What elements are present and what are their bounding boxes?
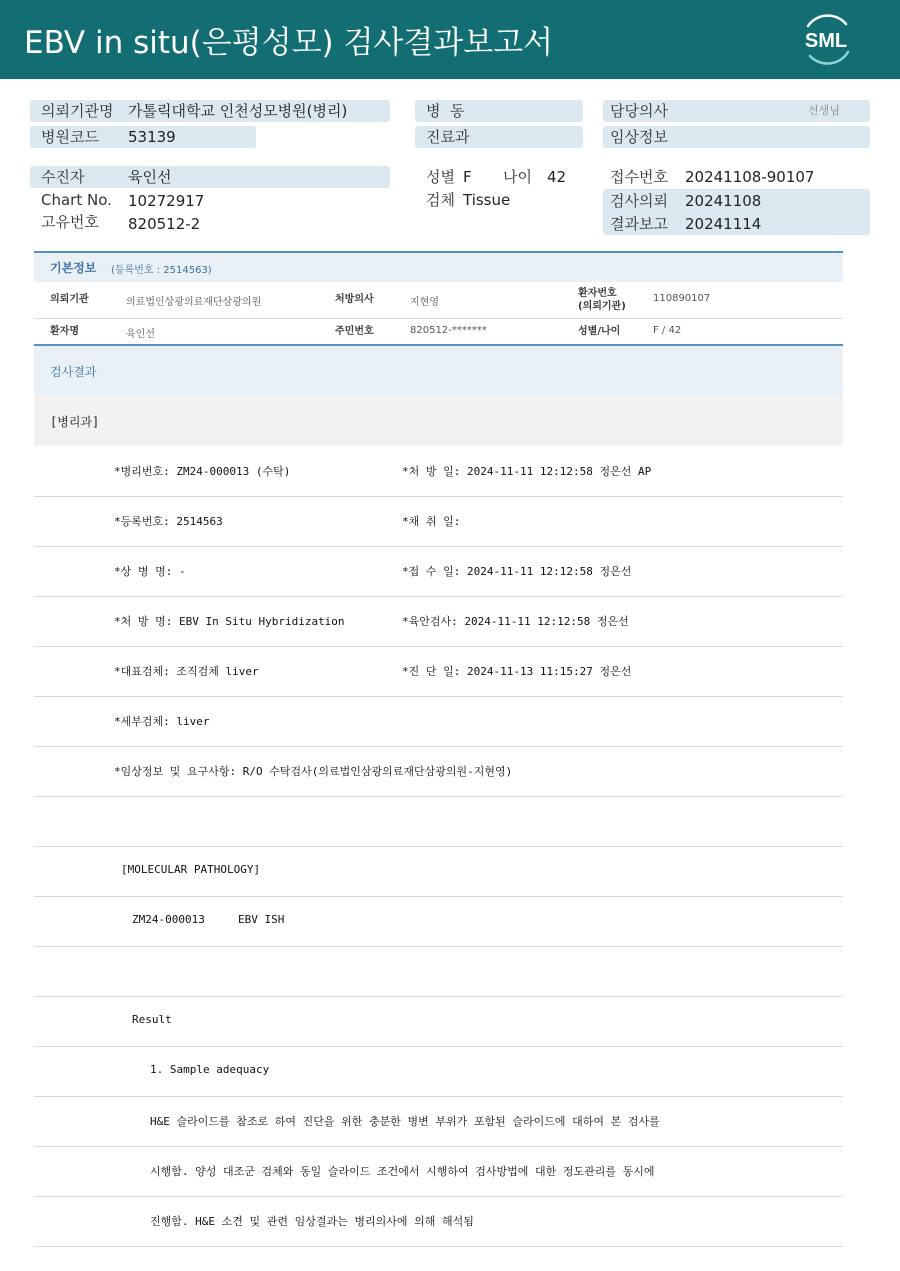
result-row-right: *접 수 일: 2024-11-11 12:12:58 정은선 bbox=[402, 565, 632, 578]
report-label: 결과보고 bbox=[610, 215, 668, 233]
sex-label: 성별 bbox=[426, 168, 455, 186]
results-title: 검사결과 bbox=[50, 365, 97, 379]
doctor-label: 담당의사 bbox=[610, 102, 668, 120]
name-value: 육인선 bbox=[126, 329, 155, 340]
rrn-label: 주민번호 bbox=[335, 326, 374, 337]
requester-label: 의뢰기관명 bbox=[41, 102, 114, 120]
result-row-left: *임상정보 및 요구사항: R/O 수탁검사(의료법인삼광의료재단삼광의원-지현영) bbox=[114, 765, 513, 778]
report-title: EBV in situ(은평성모) 검사결과보고서 bbox=[24, 25, 554, 61]
row-divider bbox=[34, 846, 843, 847]
item-sample-adequacy: 1. Sample adequacy bbox=[150, 1063, 270, 1076]
result-row-left: *병리번호: ZM24-000013 (수탁) bbox=[114, 465, 291, 478]
age-label: 나이 bbox=[503, 168, 532, 186]
age-value: 42 bbox=[547, 168, 567, 186]
results-title-row bbox=[34, 346, 843, 396]
row-divider bbox=[34, 546, 843, 547]
logo-text: SML bbox=[804, 30, 848, 52]
doctor-suffix: 선생님 bbox=[808, 104, 840, 117]
unique-value: 820512-2 bbox=[128, 215, 201, 233]
receipt-value: 20241108-90107 bbox=[685, 168, 815, 186]
result-row-right: *진 단 일: 2024-11-13 11:15:27 정은선 bbox=[402, 665, 632, 678]
paragraph-line-3: 진행함. H&E 소견 및 관련 임상결과는 병리의사에 의해 해석됨 bbox=[150, 1215, 474, 1228]
result-label: Result bbox=[132, 1013, 172, 1026]
result-row-right: *처 방 일: 2024-11-11 12:12:58 정은선 AP bbox=[402, 465, 652, 478]
request-value: 20241108 bbox=[685, 192, 762, 210]
rrn-value: 820512-******* bbox=[410, 325, 487, 336]
hospital-code-value: 53139 bbox=[128, 128, 176, 146]
basic-info-divider bbox=[34, 318, 843, 319]
row-divider bbox=[34, 1146, 843, 1147]
dept-name: [병리과] bbox=[50, 415, 100, 429]
row-divider bbox=[34, 1096, 843, 1097]
basic-info-title: 기본정보 bbox=[50, 261, 97, 275]
report-value: 20241114 bbox=[685, 215, 762, 233]
row-divider bbox=[34, 1046, 843, 1047]
row-divider bbox=[34, 896, 843, 897]
name-label: 환자명 bbox=[50, 326, 79, 337]
hospital-code-label: 병원코드 bbox=[41, 128, 99, 146]
sexage-value: F / 42 bbox=[653, 325, 682, 336]
sex-value: F bbox=[463, 168, 472, 186]
dept-label: 진료과 bbox=[426, 128, 470, 146]
specimen-label: 검체 bbox=[426, 191, 455, 209]
result-row-left: *처 방 명: EBV In Situ Hybridization bbox=[114, 615, 345, 628]
patient-value: 육인선 bbox=[128, 168, 172, 186]
chart-value: 10272917 bbox=[128, 192, 205, 210]
result-row-left: *세부검체: liver bbox=[114, 715, 210, 728]
row-divider bbox=[34, 696, 843, 697]
basic-info-title-row bbox=[34, 253, 843, 282]
dept-row bbox=[34, 396, 843, 446]
mp-header: [MOLECULAR PATHOLOGY] bbox=[121, 863, 261, 876]
row-divider bbox=[34, 946, 843, 947]
paragraph-line-1: H&E 슬라이드를 참조로 하여 진단을 위한 충분한 병변 부위가 포함된 슬라이드에 대하여 본 검사를 bbox=[150, 1115, 660, 1128]
row-divider bbox=[34, 646, 843, 647]
row-divider bbox=[34, 1246, 843, 1247]
sexage-label: 성별/나이 bbox=[578, 326, 621, 337]
receipt-label: 접수번호 bbox=[610, 168, 668, 186]
patno-value: 110890107 bbox=[653, 293, 711, 304]
sml-logo-icon bbox=[796, 12, 856, 68]
result-row-left: *대표검체: 조직검체 liver bbox=[114, 665, 259, 678]
row-divider bbox=[34, 796, 843, 797]
inst-value: 의료법인상광의료재단삼광의원 bbox=[126, 297, 262, 308]
patno-label-2: (의뢰기관) bbox=[578, 301, 626, 312]
mp-case: ZM24-000013 EBV ISH bbox=[132, 913, 285, 926]
patno-label-1: 환자번호 bbox=[578, 288, 617, 299]
chart-label: Chart No. bbox=[41, 191, 112, 209]
report-header bbox=[0, 0, 900, 79]
inst-label: 의뢰기관 bbox=[50, 294, 89, 305]
request-label: 검사의뢰 bbox=[610, 192, 668, 210]
row-divider bbox=[34, 596, 843, 597]
clinical-label: 임상정보 bbox=[610, 128, 668, 146]
result-row-right: *채 취 일: bbox=[402, 515, 461, 528]
row-divider bbox=[34, 746, 843, 747]
unique-label: 고유번호 bbox=[41, 213, 99, 231]
presc-value: 지현영 bbox=[410, 297, 439, 308]
row-divider bbox=[34, 496, 843, 497]
result-row-right: *육안검사: 2024-11-11 12:12:58 정은선 bbox=[402, 615, 629, 628]
result-row-left: *상 병 명: - bbox=[114, 565, 186, 578]
row-divider bbox=[34, 1196, 843, 1197]
patient-label: 수진자 bbox=[41, 168, 85, 186]
basic-info-sub: (등록번호 : 2514563) bbox=[111, 265, 212, 276]
specimen-value: Tissue bbox=[463, 191, 511, 209]
ward-label: 병 동 bbox=[426, 102, 465, 120]
presc-label: 처방의사 bbox=[335, 294, 374, 305]
row-divider bbox=[34, 996, 843, 997]
result-row-left: *등록번호: 2514563 bbox=[114, 515, 223, 528]
requester-value: 가톨릭대학교 인천성모병원(병리) bbox=[128, 102, 348, 120]
paragraph-line-2: 시행함. 양성 대조군 검체와 동일 슬라이드 조건에서 시행하여 검사방법에 대한 정도관리를 동시에 bbox=[150, 1165, 655, 1178]
